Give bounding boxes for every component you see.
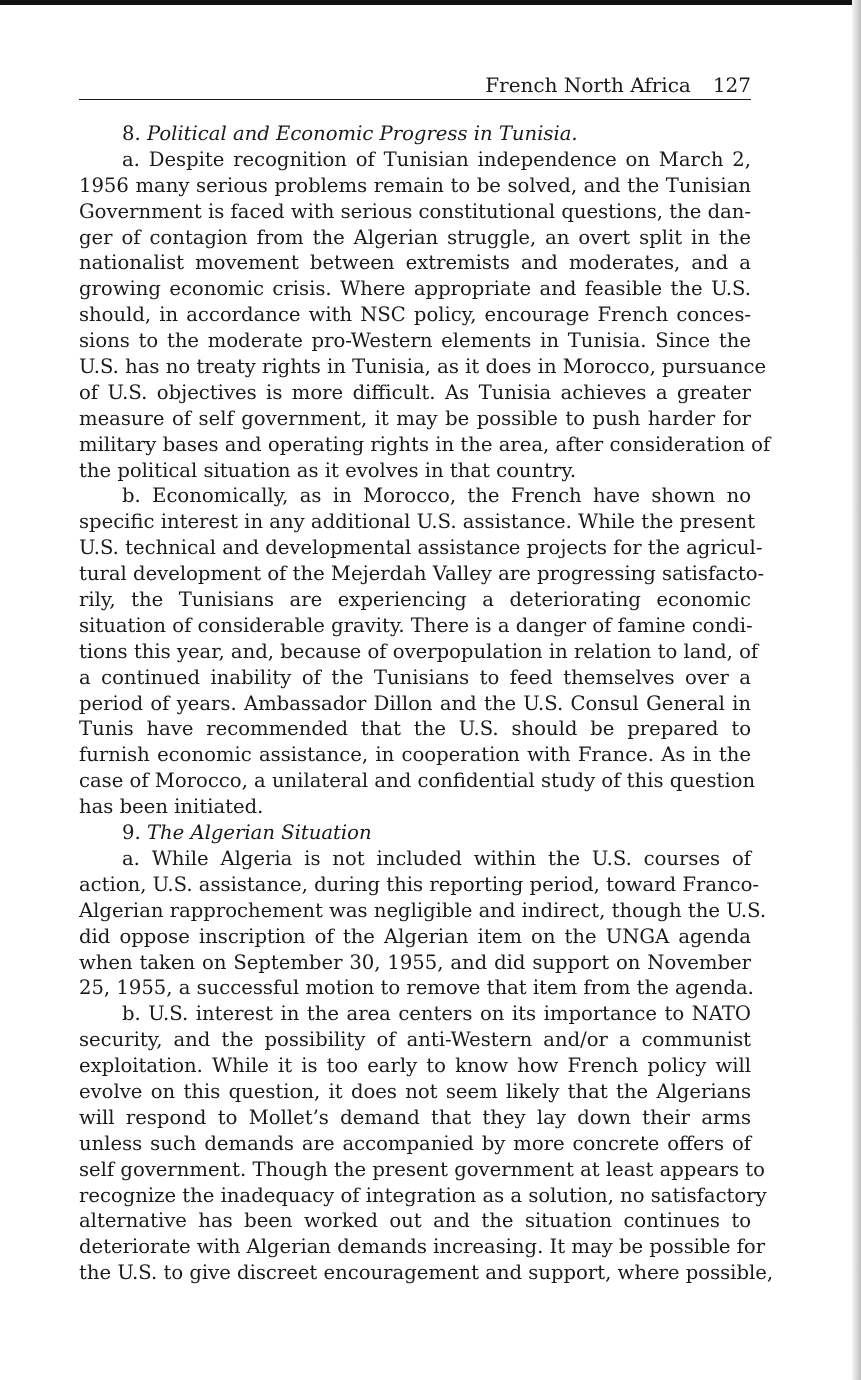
text-line: growing economic crisis. Where appropriate and feasible the U.S. <box>79 277 751 301</box>
text-line: specific interest in any additional U.S. assistance. While the present <box>79 510 756 534</box>
section-heading-9 <box>79 820 751 846</box>
section-number: 8. <box>122 122 141 145</box>
body-text <box>79 121 774 1286</box>
paragraph-8b <box>79 483 765 820</box>
text-line: a. While Algeria is not included within the U.S. courses of <box>122 846 751 870</box>
section-heading-8 <box>79 121 751 147</box>
text-line: Tunis have recommended that the U.S. should be prepared to <box>79 717 751 741</box>
text-line: military bases and operating rights in the area, after consideration of <box>79 432 771 456</box>
paragraph-9b <box>79 1001 774 1286</box>
text-line: the political situation as it evolves in that country. <box>79 458 577 482</box>
page-edge <box>852 0 861 1380</box>
text-line: recognize the inadequacy of integration as a solution, no satisfactory <box>79 1183 767 1207</box>
text-line: tions this year, and, because of overpopulation in relation to land, of <box>79 639 759 663</box>
text-line: rily, the Tunisians are experiencing a deteriorating economic <box>79 588 751 612</box>
text-line: the U.S. to give discreet encouragement and support, where possible, <box>79 1261 774 1285</box>
text-line: sions to the moderate pro-Western elements in Tunisia. Since the <box>79 329 751 353</box>
section-title: Political and Economic Progress in Tunisia. <box>146 122 578 145</box>
running-header <box>79 72 751 100</box>
text-line: evolve on this question, it does not seem likely that the Algerians <box>79 1079 751 1103</box>
text-line: measure of self government, it may be possible to push harder for <box>79 406 751 430</box>
text-line: unless such demands are accompanied by more concrete offers of <box>79 1131 751 1155</box>
text-line: situation of considerable gravity. There is a danger of famine condi- <box>79 613 753 637</box>
text-line: period of years. Ambassador Dillon and the U.S. Consul General in <box>79 691 751 715</box>
text-line: 25, 1955, a successful motion to remove that item from the agenda. <box>79 976 754 1000</box>
text-line: Algerian rapprochement was negligible and indirect, though the U.S. <box>79 898 767 922</box>
text-line: did oppose inscription of the Algerian item on the UNGA agenda <box>79 924 751 948</box>
text-line: nationalist movement between extremists and moderates, and a <box>79 251 751 275</box>
section-title: The Algerian Situation <box>146 821 372 845</box>
running-title: French North Africa <box>485 73 691 97</box>
text-line: security, and the possibility of anti-Western and/or a communist <box>79 1028 751 1052</box>
text-line: b. U.S. interest in the area centers on its importance to NATO <box>122 1002 751 1026</box>
paragraph-8a <box>79 147 771 484</box>
text-line: 1956 many serious problems remain to be solved, and the Tunisian <box>79 173 751 197</box>
text-line: has been initiated. <box>79 795 264 819</box>
text-line: should, in accordance with NSC policy, encourage French conces- <box>79 303 751 327</box>
text-line: ger of contagion from the Algerian struggle, an overt split in the <box>79 225 751 249</box>
text-line: of U.S. objectives is more difficult. As Tunisia achieves a greater <box>79 380 751 404</box>
text-line: Government is faced with serious constitutional questions, the dan- <box>79 199 752 223</box>
text-line: b. Economically, as in Morocco, the French have shown no <box>122 484 751 508</box>
paragraph-9a <box>79 846 767 1001</box>
page-number: 127 <box>712 73 751 97</box>
text-line: U.S. technical and developmental assistance projects for the agricul- <box>79 536 763 560</box>
text-line: alternative has been worked out and the situation continues to <box>79 1209 751 1233</box>
text-line: U.S. has no treaty rights in Tunisia, as it does in Morocco, pursuance <box>79 355 767 379</box>
text-line: furnish economic assistance, in cooperation with France. As in the <box>79 743 751 767</box>
section-number: 9. <box>122 821 141 845</box>
text-line: will respond to Mollet’s demand that they lay down their arms <box>79 1105 751 1129</box>
text-line: deteriorate with Algerian demands increasing. It may be possible for <box>79 1235 766 1259</box>
text-line: case of Morocco, a unilateral and confidential study of this question <box>79 769 756 793</box>
text-line: self government. Though the present government at least appears to <box>79 1157 765 1181</box>
text-line: when taken on September 30, 1955, and did support on November <box>79 950 751 974</box>
text-line: tural development of the Mejerdah Valley are progressing satisfacto- <box>79 562 765 586</box>
text-line: a continued inability of the Tunisians to feed themselves over a <box>79 665 751 689</box>
text-line: action, U.S. assistance, during this reporting period, toward Franco- <box>79 872 760 896</box>
text-line: exploitation. While it is too early to know how French policy will <box>79 1054 751 1078</box>
text-line: a. Despite recognition of Tunisian independence on March 2, <box>122 147 751 171</box>
top-border <box>0 0 861 5</box>
